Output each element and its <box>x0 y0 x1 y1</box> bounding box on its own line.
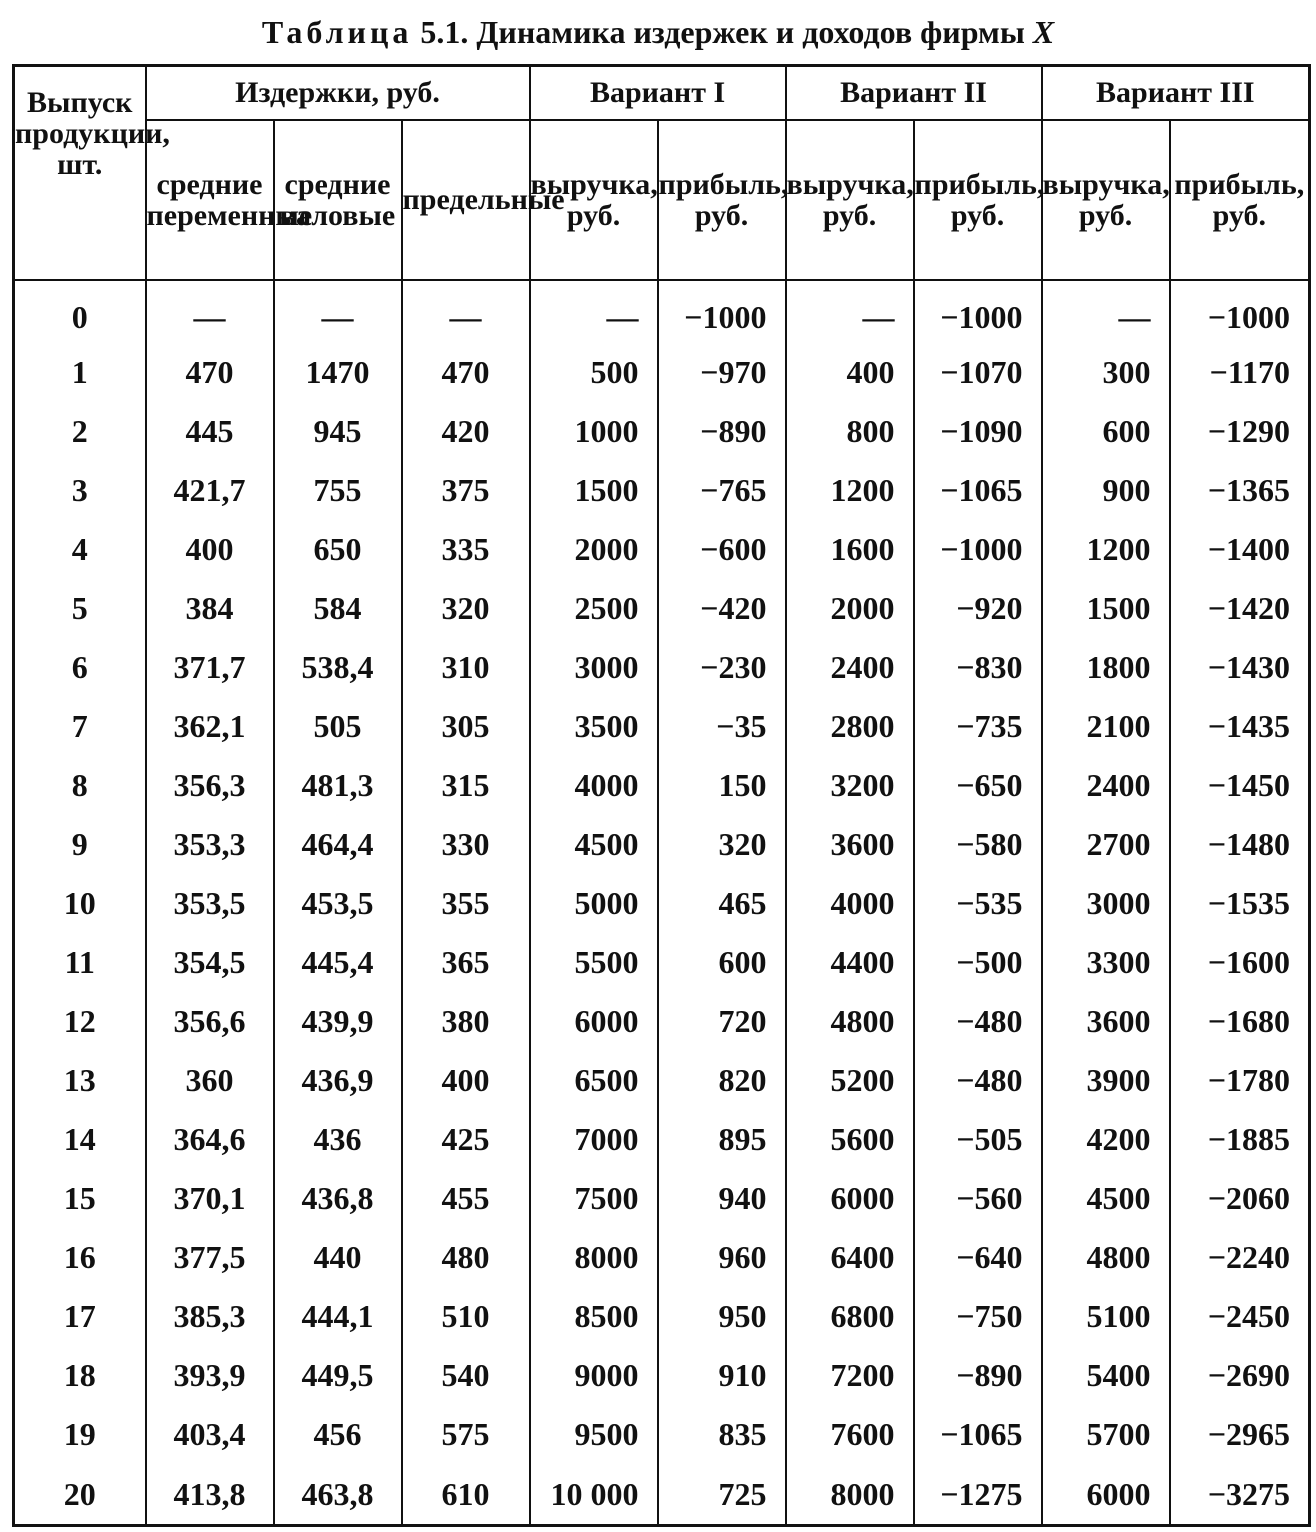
cell-revenue-2: 6000 <box>786 1169 914 1228</box>
cell-output: 3 <box>14 461 146 520</box>
cell-output: 19 <box>14 1405 146 1464</box>
cell-revenue-3: 3300 <box>1042 933 1170 992</box>
cell-profit-2: −750 <box>914 1287 1042 1346</box>
header-revenue-1: выручка, руб. <box>530 120 658 280</box>
cell-profit-1: 895 <box>658 1110 786 1169</box>
cell-marginal: 310 <box>402 638 530 697</box>
table-row <box>14 1464 1310 1526</box>
cell-profit-3: −2240 <box>1170 1228 1310 1287</box>
cell-profit-1: 600 <box>658 933 786 992</box>
cell-avg-total: 453,5 <box>274 874 402 933</box>
cell-profit-3: −1450 <box>1170 756 1310 815</box>
cell-revenue-3: 5100 <box>1042 1287 1170 1346</box>
cell-output: 15 <box>14 1169 146 1228</box>
cell-revenue-2: 4400 <box>786 933 914 992</box>
cell-profit-2: −1090 <box>914 402 1042 461</box>
table-row <box>14 1169 1310 1228</box>
header-marginal: предельные <box>402 120 530 280</box>
cell-output: 17 <box>14 1287 146 1346</box>
header-profit-3: прибыль, руб. <box>1170 120 1310 280</box>
cell-profit-2: −830 <box>914 638 1042 697</box>
cell-profit-3: −1420 <box>1170 579 1310 638</box>
cell-marginal: — <box>402 280 530 343</box>
cell-revenue-1: 9000 <box>530 1346 658 1405</box>
cell-marginal: 305 <box>402 697 530 756</box>
cell-revenue-2: 6800 <box>786 1287 914 1346</box>
cell-profit-2: −1070 <box>914 343 1042 402</box>
cell-revenue-2: 1200 <box>786 461 914 520</box>
cell-output: 12 <box>14 992 146 1051</box>
cell-profit-2: −920 <box>914 579 1042 638</box>
cell-avg-variable: 413,8 <box>146 1464 274 1526</box>
cell-profit-2: −580 <box>914 815 1042 874</box>
cell-revenue-2: 1600 <box>786 520 914 579</box>
cell-revenue-1: 10 000 <box>530 1464 658 1526</box>
cell-marginal: 330 <box>402 815 530 874</box>
cell-marginal: 470 <box>402 343 530 402</box>
cell-revenue-3: 2700 <box>1042 815 1170 874</box>
table-row <box>14 992 1310 1051</box>
cell-avg-total: 456 <box>274 1405 402 1464</box>
table-row <box>14 815 1310 874</box>
cell-output: 0 <box>14 280 146 343</box>
cell-avg-variable: 356,3 <box>146 756 274 815</box>
cell-profit-2: −480 <box>914 1051 1042 1110</box>
table-row <box>14 280 1310 343</box>
header-variant-3: Вариант III <box>1042 66 1310 120</box>
cell-marginal: 610 <box>402 1464 530 1526</box>
table-row <box>14 343 1310 402</box>
cell-revenue-2: 800 <box>786 402 914 461</box>
cell-revenue-3: 1800 <box>1042 638 1170 697</box>
cell-profit-1: 940 <box>658 1169 786 1228</box>
cell-revenue-1: 1500 <box>530 461 658 520</box>
header-profit-2: прибыль, руб. <box>914 120 1042 280</box>
cell-revenue-1: 9500 <box>530 1405 658 1464</box>
cell-revenue-3: 5700 <box>1042 1405 1170 1464</box>
cell-profit-3: −2690 <box>1170 1346 1310 1405</box>
cell-revenue-1: 4000 <box>530 756 658 815</box>
cell-marginal: 365 <box>402 933 530 992</box>
cell-revenue-2: — <box>786 280 914 343</box>
cell-revenue-2: 3200 <box>786 756 914 815</box>
cell-profit-3: −1000 <box>1170 280 1310 343</box>
cell-profit-3: −1535 <box>1170 874 1310 933</box>
cell-revenue-1: 7000 <box>530 1110 658 1169</box>
cell-avg-variable: 421,7 <box>146 461 274 520</box>
table-row <box>14 697 1310 756</box>
cell-avg-total: 449,5 <box>274 1346 402 1405</box>
cell-avg-total: 444,1 <box>274 1287 402 1346</box>
cell-profit-1: 465 <box>658 874 786 933</box>
table-row <box>14 1110 1310 1169</box>
cell-output: 10 <box>14 874 146 933</box>
cell-avg-variable: 403,4 <box>146 1405 274 1464</box>
cell-avg-total: 436 <box>274 1110 402 1169</box>
table-row <box>14 1228 1310 1287</box>
cell-profit-2: −480 <box>914 992 1042 1051</box>
header-costs-group: Издержки, руб. <box>146 66 530 120</box>
cell-avg-variable: 353,5 <box>146 874 274 933</box>
cell-avg-variable: 362,1 <box>146 697 274 756</box>
cell-revenue-3: — <box>1042 280 1170 343</box>
cell-profit-3: −1400 <box>1170 520 1310 579</box>
cell-avg-total: 439,9 <box>274 992 402 1051</box>
caption-text: 5.1. Динамика издержек и доходов фирмы <box>420 14 1025 50</box>
cell-marginal: 480 <box>402 1228 530 1287</box>
cell-marginal: 375 <box>402 461 530 520</box>
cell-output: 1 <box>14 343 146 402</box>
cell-marginal: 455 <box>402 1169 530 1228</box>
cell-revenue-1: 1000 <box>530 402 658 461</box>
cell-output: 13 <box>14 1051 146 1110</box>
header-profit-1: прибыль, руб. <box>658 120 786 280</box>
cell-profit-1: −890 <box>658 402 786 461</box>
cell-profit-3: −1885 <box>1170 1110 1310 1169</box>
cell-avg-variable: — <box>146 280 274 343</box>
cell-profit-2: −500 <box>914 933 1042 992</box>
cell-marginal: 355 <box>402 874 530 933</box>
cell-avg-total: 440 <box>274 1228 402 1287</box>
cell-revenue-3: 600 <box>1042 402 1170 461</box>
cell-output: 7 <box>14 697 146 756</box>
cell-avg-total: 584 <box>274 579 402 638</box>
table-row <box>14 933 1310 992</box>
cell-revenue-1: 500 <box>530 343 658 402</box>
cell-avg-variable: 364,6 <box>146 1110 274 1169</box>
cell-avg-total: 481,3 <box>274 756 402 815</box>
cell-revenue-2: 5200 <box>786 1051 914 1110</box>
cell-profit-3: −1290 <box>1170 402 1310 461</box>
cell-profit-3: −1365 <box>1170 461 1310 520</box>
cell-revenue-2: 4800 <box>786 992 914 1051</box>
cell-avg-variable: 371,7 <box>146 638 274 697</box>
table-body <box>14 280 1310 1526</box>
cell-marginal: 320 <box>402 579 530 638</box>
cell-profit-2: −650 <box>914 756 1042 815</box>
cell-avg-total: 436,8 <box>274 1169 402 1228</box>
cell-profit-1: −230 <box>658 638 786 697</box>
cell-marginal: 400 <box>402 1051 530 1110</box>
cell-revenue-2: 2000 <box>786 579 914 638</box>
cell-revenue-3: 3900 <box>1042 1051 1170 1110</box>
header-variant-2: Вариант II <box>786 66 1042 120</box>
table-row <box>14 520 1310 579</box>
cell-revenue-2: 2400 <box>786 638 914 697</box>
cell-revenue-1: 8000 <box>530 1228 658 1287</box>
cell-output: 11 <box>14 933 146 992</box>
cell-output: 2 <box>14 402 146 461</box>
cell-revenue-1: 6500 <box>530 1051 658 1110</box>
cell-revenue-3: 3000 <box>1042 874 1170 933</box>
header-avg-variable: средние переменные <box>146 120 274 280</box>
table-row <box>14 579 1310 638</box>
cell-output: 6 <box>14 638 146 697</box>
table-row <box>14 1051 1310 1110</box>
cell-profit-2: −1065 <box>914 461 1042 520</box>
cell-revenue-1: 3500 <box>530 697 658 756</box>
cell-output: 4 <box>14 520 146 579</box>
cell-output: 14 <box>14 1110 146 1169</box>
header-output: Выпуск продукции, шт. <box>14 66 146 280</box>
cell-avg-variable: 445 <box>146 402 274 461</box>
table-row <box>14 1405 1310 1464</box>
cell-revenue-1: 5500 <box>530 933 658 992</box>
cell-avg-variable: 353,3 <box>146 815 274 874</box>
cell-profit-1: −1000 <box>658 280 786 343</box>
header-revenue-2: выручка, руб. <box>786 120 914 280</box>
cell-revenue-3: 4200 <box>1042 1110 1170 1169</box>
cell-profit-3: −2965 <box>1170 1405 1310 1464</box>
header-variant-1: Вариант I <box>530 66 786 120</box>
cell-profit-1: 720 <box>658 992 786 1051</box>
header-avg-total: средние валовые <box>274 120 402 280</box>
cell-marginal: 510 <box>402 1287 530 1346</box>
cell-profit-1: −600 <box>658 520 786 579</box>
cell-revenue-1: 6000 <box>530 992 658 1051</box>
cell-avg-total: 538,4 <box>274 638 402 697</box>
cell-marginal: 540 <box>402 1346 530 1405</box>
cell-profit-1: 835 <box>658 1405 786 1464</box>
cell-marginal: 315 <box>402 756 530 815</box>
cell-revenue-2: 2800 <box>786 697 914 756</box>
cell-revenue-3: 1500 <box>1042 579 1170 638</box>
cell-revenue-3: 4500 <box>1042 1169 1170 1228</box>
cell-avg-variable: 354,5 <box>146 933 274 992</box>
cell-avg-total: 945 <box>274 402 402 461</box>
cell-revenue-2: 4000 <box>786 874 914 933</box>
caption-variable: X <box>1032 14 1055 50</box>
cell-profit-1: 960 <box>658 1228 786 1287</box>
cell-revenue-1: — <box>530 280 658 343</box>
cell-avg-variable: 370,1 <box>146 1169 274 1228</box>
cell-profit-1: 820 <box>658 1051 786 1110</box>
cell-marginal: 575 <box>402 1405 530 1464</box>
cell-profit-3: −2060 <box>1170 1169 1310 1228</box>
cell-profit-1: −970 <box>658 343 786 402</box>
cell-profit-3: −1680 <box>1170 992 1310 1051</box>
cell-revenue-3: 6000 <box>1042 1464 1170 1526</box>
cell-marginal: 380 <box>402 992 530 1051</box>
header-revenue-3: выручка, руб. <box>1042 120 1170 280</box>
cell-profit-1: 150 <box>658 756 786 815</box>
cell-profit-1: 320 <box>658 815 786 874</box>
cell-profit-1: 910 <box>658 1346 786 1405</box>
cell-revenue-3: 4800 <box>1042 1228 1170 1287</box>
cell-avg-total: 505 <box>274 697 402 756</box>
cell-revenue-1: 8500 <box>530 1287 658 1346</box>
cell-revenue-1: 4500 <box>530 815 658 874</box>
cell-profit-1: −765 <box>658 461 786 520</box>
cell-profit-1: −35 <box>658 697 786 756</box>
cell-output: 8 <box>14 756 146 815</box>
cell-avg-total: 463,8 <box>274 1464 402 1526</box>
cell-revenue-3: 5400 <box>1042 1346 1170 1405</box>
cell-avg-total: 436,9 <box>274 1051 402 1110</box>
cell-profit-1: 950 <box>658 1287 786 1346</box>
cell-avg-variable: 356,6 <box>146 992 274 1051</box>
caption-label: Таблица <box>261 14 413 50</box>
table-row <box>14 1287 1310 1346</box>
cell-profit-3: −1435 <box>1170 697 1310 756</box>
cell-profit-2: −890 <box>914 1346 1042 1405</box>
cell-revenue-2: 5600 <box>786 1110 914 1169</box>
cell-marginal: 420 <box>402 402 530 461</box>
cell-revenue-2: 6400 <box>786 1228 914 1287</box>
cell-profit-3: −3275 <box>1170 1464 1310 1526</box>
cell-revenue-3: 2400 <box>1042 756 1170 815</box>
cell-profit-3: −1430 <box>1170 638 1310 697</box>
cell-revenue-3: 1200 <box>1042 520 1170 579</box>
cell-profit-3: −1780 <box>1170 1051 1310 1110</box>
cell-profit-2: −640 <box>914 1228 1042 1287</box>
cell-profit-2: −1000 <box>914 280 1042 343</box>
cell-avg-variable: 384 <box>146 579 274 638</box>
cell-avg-total: 1470 <box>274 343 402 402</box>
cell-profit-2: −1275 <box>914 1464 1042 1526</box>
cell-revenue-1: 2000 <box>530 520 658 579</box>
cell-output: 9 <box>14 815 146 874</box>
cell-profit-3: −1170 <box>1170 343 1310 402</box>
cell-revenue-2: 8000 <box>786 1464 914 1526</box>
cell-marginal: 335 <box>402 520 530 579</box>
cell-avg-variable: 400 <box>146 520 274 579</box>
cell-revenue-1: 7500 <box>530 1169 658 1228</box>
cell-avg-total: 755 <box>274 461 402 520</box>
cell-profit-3: −1480 <box>1170 815 1310 874</box>
cell-revenue-1: 3000 <box>530 638 658 697</box>
cell-revenue-2: 7600 <box>786 1405 914 1464</box>
cell-revenue-2: 7200 <box>786 1346 914 1405</box>
table-row <box>14 638 1310 697</box>
cell-revenue-3: 900 <box>1042 461 1170 520</box>
cell-revenue-1: 2500 <box>530 579 658 638</box>
cell-avg-variable: 385,3 <box>146 1287 274 1346</box>
cell-avg-variable: 377,5 <box>146 1228 274 1287</box>
cell-profit-3: −1600 <box>1170 933 1310 992</box>
cell-avg-total: 464,4 <box>274 815 402 874</box>
cell-output: 5 <box>14 579 146 638</box>
cost-revenue-table <box>12 64 1311 1527</box>
cell-profit-1: −420 <box>658 579 786 638</box>
cell-avg-total: 445,4 <box>274 933 402 992</box>
table-row <box>14 1346 1310 1405</box>
cell-profit-2: −560 <box>914 1169 1042 1228</box>
table-row <box>14 461 1310 520</box>
cell-profit-2: −735 <box>914 697 1042 756</box>
cell-profit-2: −535 <box>914 874 1042 933</box>
cell-avg-total: 650 <box>274 520 402 579</box>
cell-revenue-3: 300 <box>1042 343 1170 402</box>
cell-profit-1: 725 <box>658 1464 786 1526</box>
cell-avg-total: — <box>274 280 402 343</box>
cell-avg-variable: 360 <box>146 1051 274 1110</box>
cell-output: 20 <box>14 1464 146 1526</box>
cell-revenue-2: 400 <box>786 343 914 402</box>
table-row <box>14 402 1310 461</box>
cell-output: 16 <box>14 1228 146 1287</box>
cell-revenue-1: 5000 <box>530 874 658 933</box>
cell-profit-2: −1000 <box>914 520 1042 579</box>
table-caption <box>0 12 1316 52</box>
cell-revenue-2: 3600 <box>786 815 914 874</box>
cell-avg-variable: 393,9 <box>146 1346 274 1405</box>
cell-profit-2: −505 <box>914 1110 1042 1169</box>
cell-revenue-3: 3600 <box>1042 992 1170 1051</box>
cell-marginal: 425 <box>402 1110 530 1169</box>
cell-output: 18 <box>14 1346 146 1405</box>
table-row <box>14 756 1310 815</box>
table-row <box>14 874 1310 933</box>
cell-profit-3: −2450 <box>1170 1287 1310 1346</box>
cell-avg-variable: 470 <box>146 343 274 402</box>
cell-revenue-3: 2100 <box>1042 697 1170 756</box>
cell-profit-2: −1065 <box>914 1405 1042 1464</box>
